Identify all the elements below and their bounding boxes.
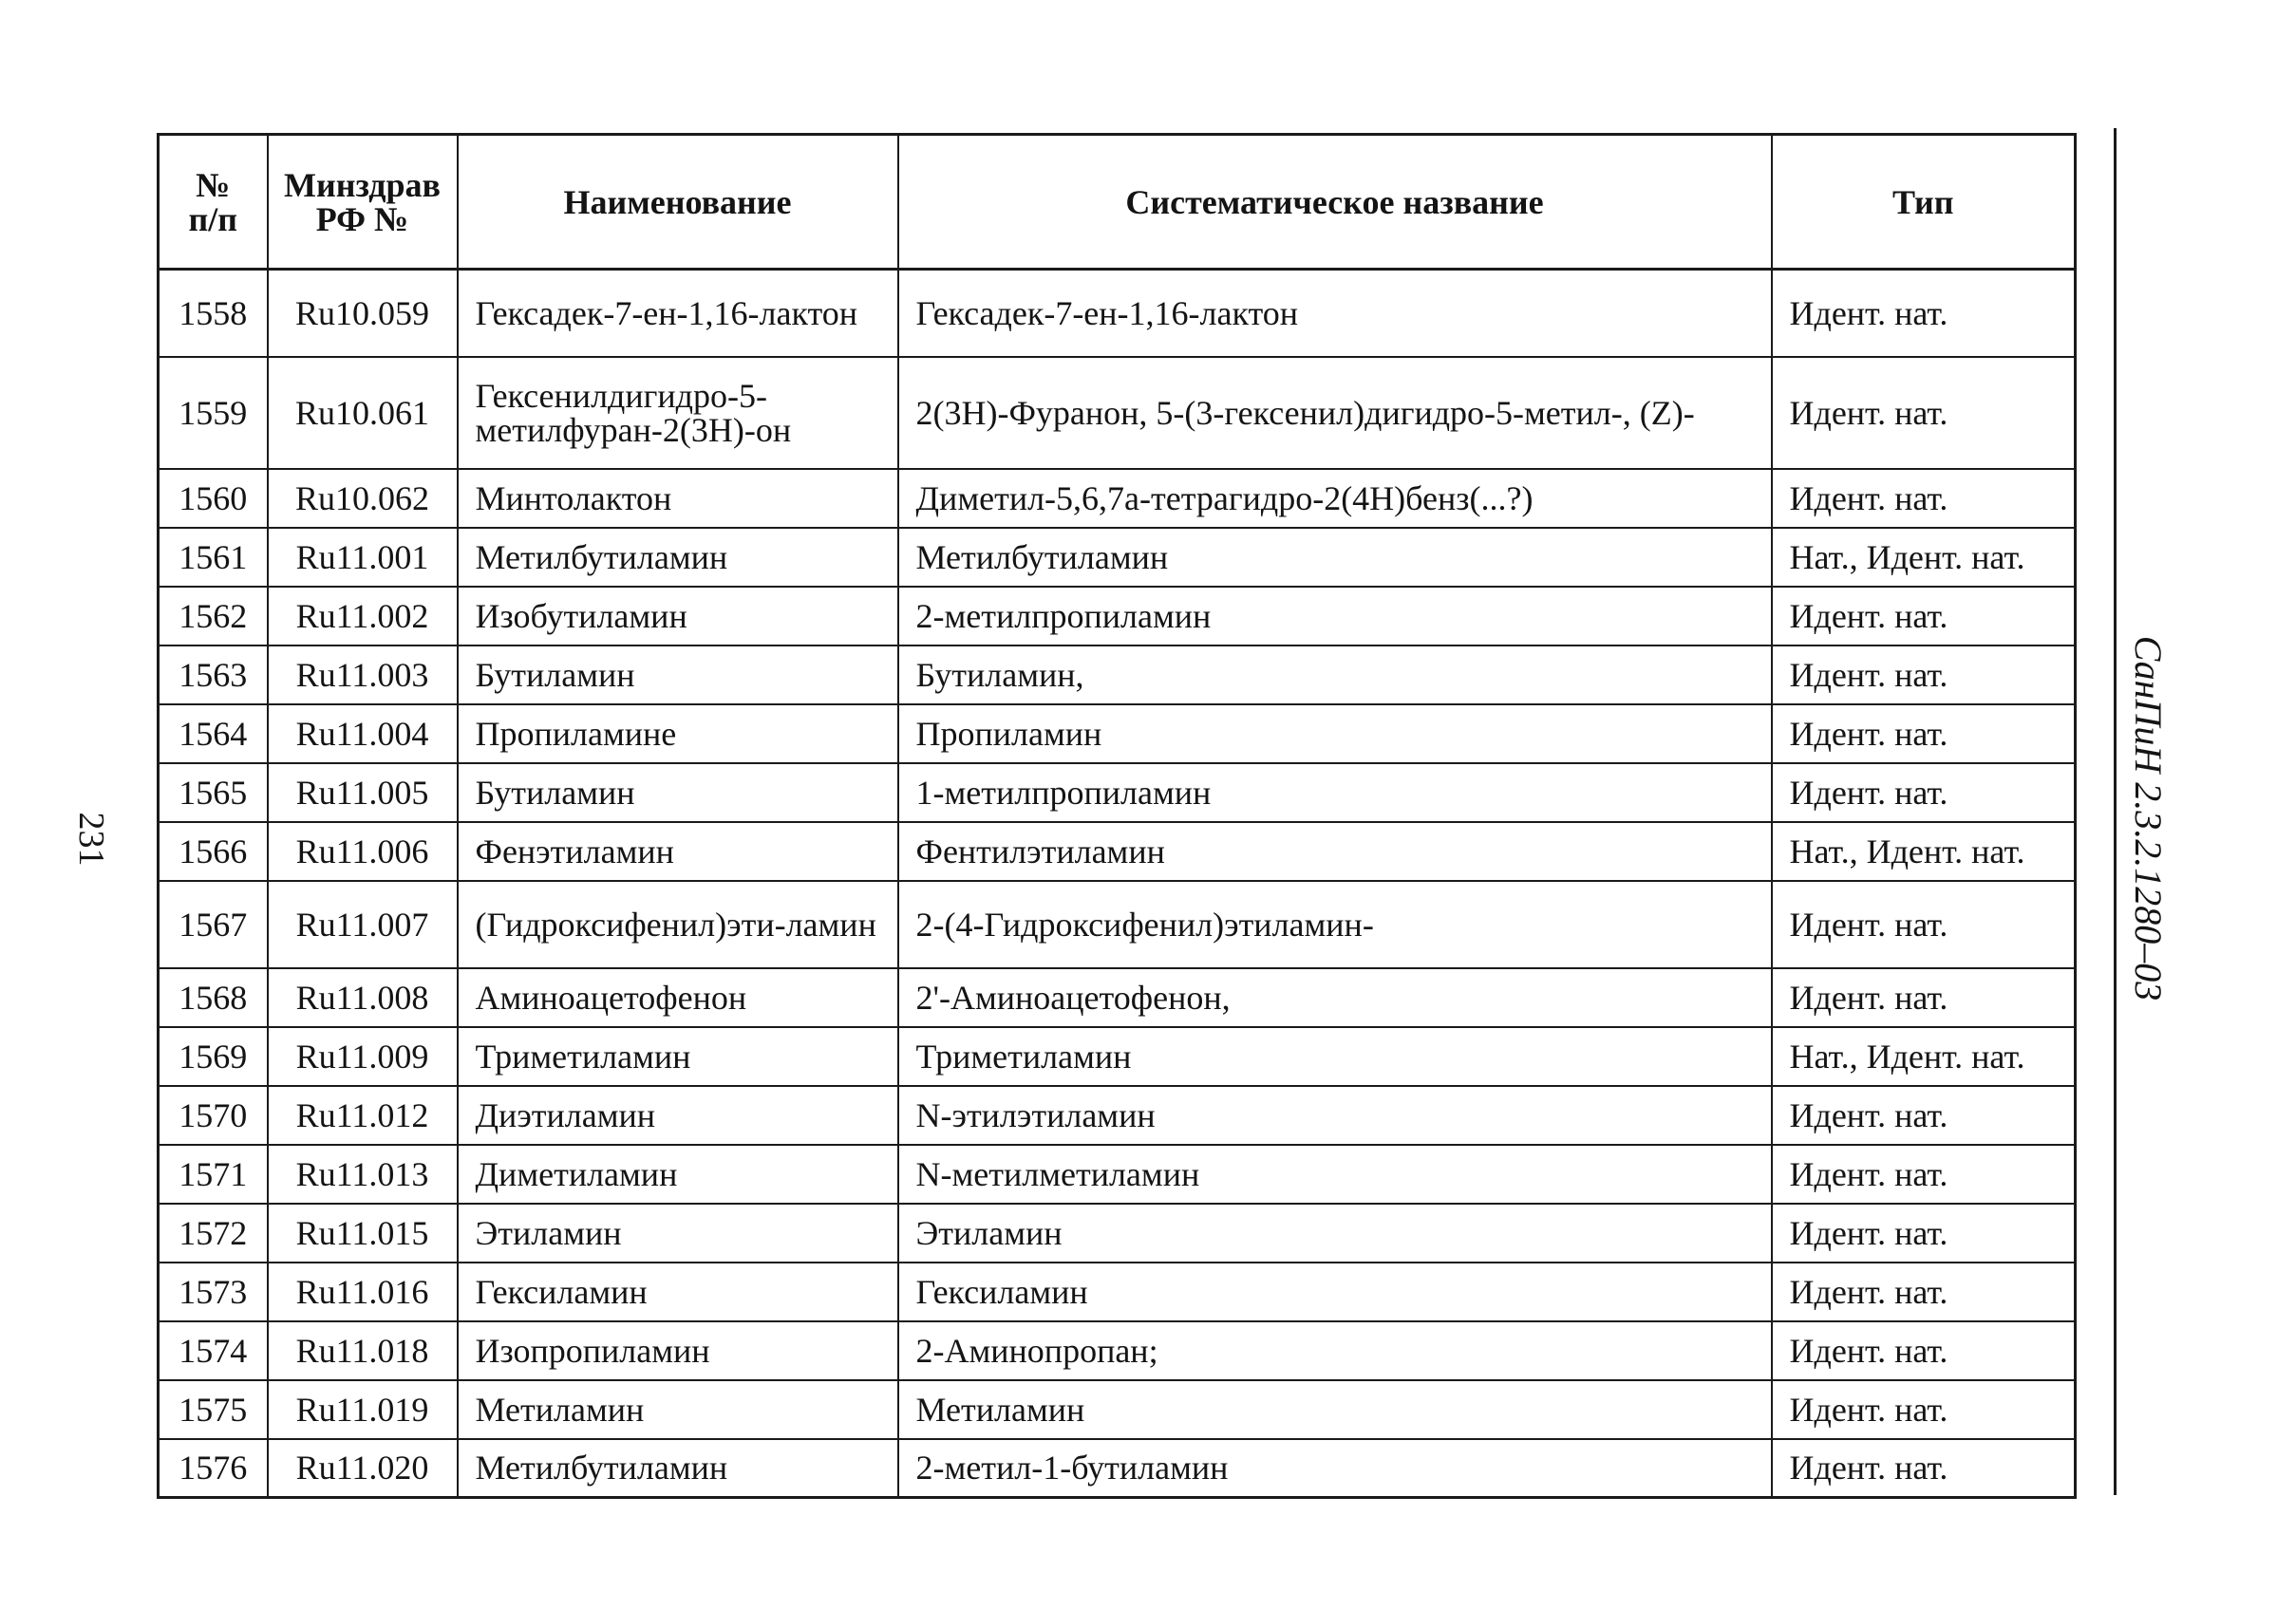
cell-systematic-name: Гексадек-7-ен-1,16-лактон: [898, 270, 1772, 357]
cell-code: Ru11.002: [268, 587, 458, 645]
header-code-line2: РФ №: [315, 199, 409, 238]
table-row: [159, 645, 2076, 704]
cell-systematic-name: 2-(4-Гидроксифенил)этиламин-: [898, 881, 1772, 968]
table-row: [159, 968, 2076, 1027]
table-row: [159, 1439, 2076, 1498]
header-type: Тип: [1772, 135, 2076, 270]
cell-name: Изобутиламин: [458, 587, 898, 645]
cell-systematic-name: Фентилэтиламин: [898, 822, 1772, 881]
table-row: [159, 881, 2076, 968]
cell-type: Идент. нат.: [1772, 704, 2076, 763]
cell-code: Ru10.059: [268, 270, 458, 357]
cell-systematic-name: N-этилэтиламин: [898, 1086, 1772, 1145]
table-row: [159, 1145, 2076, 1204]
cell-systematic-name: 2-Аминопропан;: [898, 1321, 1772, 1380]
cell-code: Ru11.018: [268, 1321, 458, 1380]
cell-code: Ru11.009: [268, 1027, 458, 1086]
cell-code: Ru11.020: [268, 1439, 458, 1498]
header-number: [159, 135, 268, 270]
cell-name: Диметиламин: [458, 1145, 898, 1204]
cell-number: 1567: [159, 881, 268, 968]
cell-code: Ru11.016: [268, 1263, 458, 1321]
header-code-line1: Минздрав: [284, 165, 441, 204]
cell-number: 1573: [159, 1263, 268, 1321]
cell-name: Метиламин: [458, 1380, 898, 1439]
cell-code: Ru11.005: [268, 763, 458, 822]
cell-name: (Гидроксифенил)эти-ламин: [458, 881, 898, 968]
cell-number: 1566: [159, 822, 268, 881]
table-row: [159, 1027, 2076, 1086]
cell-code: Ru11.001: [268, 528, 458, 587]
cell-name: Фенэтиламин: [458, 822, 898, 881]
cell-systematic-name: Пропиламин: [898, 704, 1772, 763]
cell-number: 1564: [159, 704, 268, 763]
cell-number: 1561: [159, 528, 268, 587]
cell-type: Нат., Идент. нат.: [1772, 528, 2076, 587]
cell-systematic-name: 2-метилпропиламин: [898, 587, 1772, 645]
cell-name: Бутиламин: [458, 763, 898, 822]
cell-type: Идент. нат.: [1772, 357, 2076, 469]
cell-name: Гексадек-7-ен-1,16-лактон: [458, 270, 898, 357]
cell-type: Идент. нат.: [1772, 587, 2076, 645]
standard-label: СанПиН 2.3.2.1280–03: [2127, 635, 2170, 1001]
cell-number: 1570: [159, 1086, 268, 1145]
cell-name: Гексиламин: [458, 1263, 898, 1321]
cell-type: Идент. нат.: [1772, 645, 2076, 704]
cell-number: 1569: [159, 1027, 268, 1086]
cell-type: Идент. нат.: [1772, 1145, 2076, 1204]
cell-code: Ru11.012: [268, 1086, 458, 1145]
table-row: [159, 270, 2076, 357]
cell-code: Ru11.004: [268, 704, 458, 763]
cell-number: 1571: [159, 1145, 268, 1204]
cell-systematic-name: Этиламин: [898, 1204, 1772, 1263]
substances-table: [157, 133, 2077, 1499]
cell-systematic-name: N-метилметиламин: [898, 1145, 1772, 1204]
cell-type: Идент. нат.: [1772, 270, 2076, 357]
cell-name: Триметиламин: [458, 1027, 898, 1086]
table-row: [159, 822, 2076, 881]
cell-type: Идент. нат.: [1772, 1263, 2076, 1321]
table-row: [159, 357, 2076, 469]
cell-code: Ru11.003: [268, 645, 458, 704]
cell-systematic-name: Метиламин: [898, 1380, 1772, 1439]
cell-type: Идент. нат.: [1772, 1204, 2076, 1263]
cell-code: Ru11.015: [268, 1204, 458, 1263]
table-row: [159, 1321, 2076, 1380]
cell-type: Идент. нат.: [1772, 1380, 2076, 1439]
cell-name: Минтолактон: [458, 469, 898, 528]
cell-name: Этиламин: [458, 1204, 898, 1263]
cell-systematic-name: Триметиламин: [898, 1027, 1772, 1086]
cell-number: 1559: [159, 357, 268, 469]
cell-number: 1562: [159, 587, 268, 645]
side-rule: [2114, 128, 2117, 1495]
header-number-line1: №: [196, 165, 231, 204]
cell-number: 1576: [159, 1439, 268, 1498]
cell-systematic-name: 2(3Н)-Фуранон, 5-(3-гексенил)дигидро-5-метил-, (Z)-: [898, 357, 1772, 469]
header-number-line2: п/п: [188, 199, 237, 238]
cell-systematic-name: Бутиламин,: [898, 645, 1772, 704]
header-name: Наименование: [458, 135, 898, 270]
cell-systematic-name: 2-метил-1-бутиламин: [898, 1439, 1772, 1498]
cell-name: Гексенилдигидро-5-метилфуран-2(3Н)-он: [458, 357, 898, 469]
table-row: [159, 587, 2076, 645]
cell-number: 1565: [159, 763, 268, 822]
cell-type: Идент. нат.: [1772, 763, 2076, 822]
table-row: [159, 1086, 2076, 1145]
cell-number: 1560: [159, 469, 268, 528]
cell-type: Идент. нат.: [1772, 469, 2076, 528]
cell-type: Идент. нат.: [1772, 1439, 2076, 1498]
cell-number: 1563: [159, 645, 268, 704]
cell-code: Ru11.007: [268, 881, 458, 968]
cell-code: Ru10.062: [268, 469, 458, 528]
cell-name: Изопропиламин: [458, 1321, 898, 1380]
cell-code: Ru11.013: [268, 1145, 458, 1204]
cell-name: Метилбутиламин: [458, 1439, 898, 1498]
cell-name: Бутиламин: [458, 645, 898, 704]
table-header-row: [159, 135, 2076, 270]
cell-type: Нат., Идент. нат.: [1772, 822, 2076, 881]
cell-name: Пропиламине: [458, 704, 898, 763]
table-row: [159, 469, 2076, 528]
cell-type: Идент. нат.: [1772, 881, 2076, 968]
table-row: [159, 1380, 2076, 1439]
cell-name: Аминоацетофенон: [458, 968, 898, 1027]
cell-number: 1558: [159, 270, 268, 357]
page-number: 231: [71, 812, 111, 867]
cell-systematic-name: Гексиламин: [898, 1263, 1772, 1321]
header-systematic-name: Систематическое название: [898, 135, 1772, 270]
cell-systematic-name: 1-метилпропиламин: [898, 763, 1772, 822]
cell-systematic-name: Метилбутиламин: [898, 528, 1772, 587]
cell-name: Диэтиламин: [458, 1086, 898, 1145]
cell-number: 1572: [159, 1204, 268, 1263]
cell-number: 1575: [159, 1380, 268, 1439]
table-row: [159, 1263, 2076, 1321]
cell-type: Идент. нат.: [1772, 1321, 2076, 1380]
cell-code: Ru10.061: [268, 357, 458, 469]
cell-number: 1574: [159, 1321, 268, 1380]
cell-type: Идент. нат.: [1772, 1086, 2076, 1145]
cell-type: Нат., Идент. нат.: [1772, 1027, 2076, 1086]
table-row: [159, 1204, 2076, 1263]
cell-code: Ru11.019: [268, 1380, 458, 1439]
cell-code: Ru11.008: [268, 968, 458, 1027]
cell-code: Ru11.006: [268, 822, 458, 881]
table-row: [159, 528, 2076, 587]
cell-type: Идент. нат.: [1772, 968, 2076, 1027]
table-row: [159, 704, 2076, 763]
cell-systematic-name: 2'-Аминоацетофенон,: [898, 968, 1772, 1027]
header-code: [268, 135, 458, 270]
table-body: [159, 270, 2076, 1498]
cell-number: 1568: [159, 968, 268, 1027]
cell-systematic-name: Диметил-5,6,7а-тетрагидро-2(4Н)бенз(...?): [898, 469, 1772, 528]
table-row: [159, 763, 2076, 822]
cell-name: Метилбутиламин: [458, 528, 898, 587]
